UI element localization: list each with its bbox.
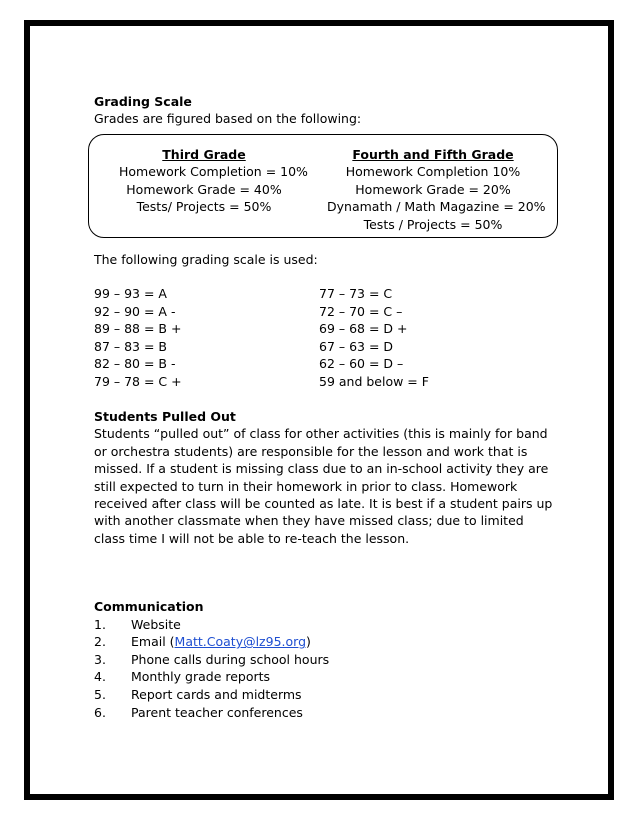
third-grade-line: Homework Grade = 40% [126,181,282,197]
scale-row: 72 – 70 = C – [319,303,403,319]
fourth-fifth-grade-line: Tests / Projects = 50% [363,216,503,232]
third-grade-column [119,146,308,216]
grading-header [94,93,554,128]
list-item: 3. Phone calls during school hours [94,651,330,667]
fourth-fifth-grade-line: Dynamath / Math Magazine = 20% [327,199,546,215]
fourth-fifth-grade-line: Homework Completion 10% [345,164,521,180]
scale-row: 62 – 60 = D – [319,356,404,372]
scale-row: 67 – 63 = D [319,338,394,354]
list-item: 1. Website [94,616,181,632]
third-grade-heading: Third Grade [162,147,246,162]
scale-row: 82 – 80 = B - [94,356,176,372]
pulled-out-title: Students Pulled Out [94,409,236,424]
scale-row: 99 – 93 = A [94,286,167,301]
scale-right-column [319,285,429,391]
scale-row: 92 – 90 = A - [94,303,176,319]
scale-row: 79 – 78 = C + [94,373,182,389]
list-item: 2. Email (Matt.Coaty@lz95.org) [94,634,311,650]
scale-row: 77 – 73 = C [319,286,393,301]
list-item: 5. Report cards and midterms [94,686,302,702]
scale-row: 89 – 88 = B + [94,321,182,337]
grading-title: Grading Scale [94,94,192,109]
communication-title: Communication [94,599,204,614]
email-link[interactable]: Matt.Coaty@lz95.org [174,634,307,650]
pulled-out-body: Students “pulled out” of class for other activities (this is mainly for band or orchestra students) are responsible for the lesson and work that is missed. If a student is missing class due to an in-school activity they are still expected to turn in their homework in prior to class. Homework received after class will be counted as late. It is best if a student pairs up with another classmate when they have missed class; due to limited class time I will not be able to re-teach the lesson. [94,426,553,546]
scale-row: 69 – 68 = D + [319,321,408,337]
list-item: 4. Monthly grade reports [94,669,271,685]
list-item: 6. Parent teacher conferences [94,704,303,720]
scale-left-column [94,285,182,391]
scale-row: 87 – 83 = B [94,338,168,354]
fourth-fifth-grade-heading: Fourth and Fifth Grade [352,147,514,162]
fourth-fifth-grade-line: Homework Grade = 20% [355,181,511,197]
pulled-out-section [94,408,554,547]
third-grade-line: Tests/ Projects = 50% [136,199,272,215]
grade-weights-box [88,134,558,238]
scale-intro: The following grading scale is used: [94,252,318,267]
third-grade-line: Homework Completion = 10% [119,164,308,180]
fourth-fifth-grade-column [327,146,546,233]
scale-row: 59 and below = F [319,373,429,389]
communication-section [94,598,329,721]
grading-intro: Grades are figured based on the following: [94,111,362,127]
